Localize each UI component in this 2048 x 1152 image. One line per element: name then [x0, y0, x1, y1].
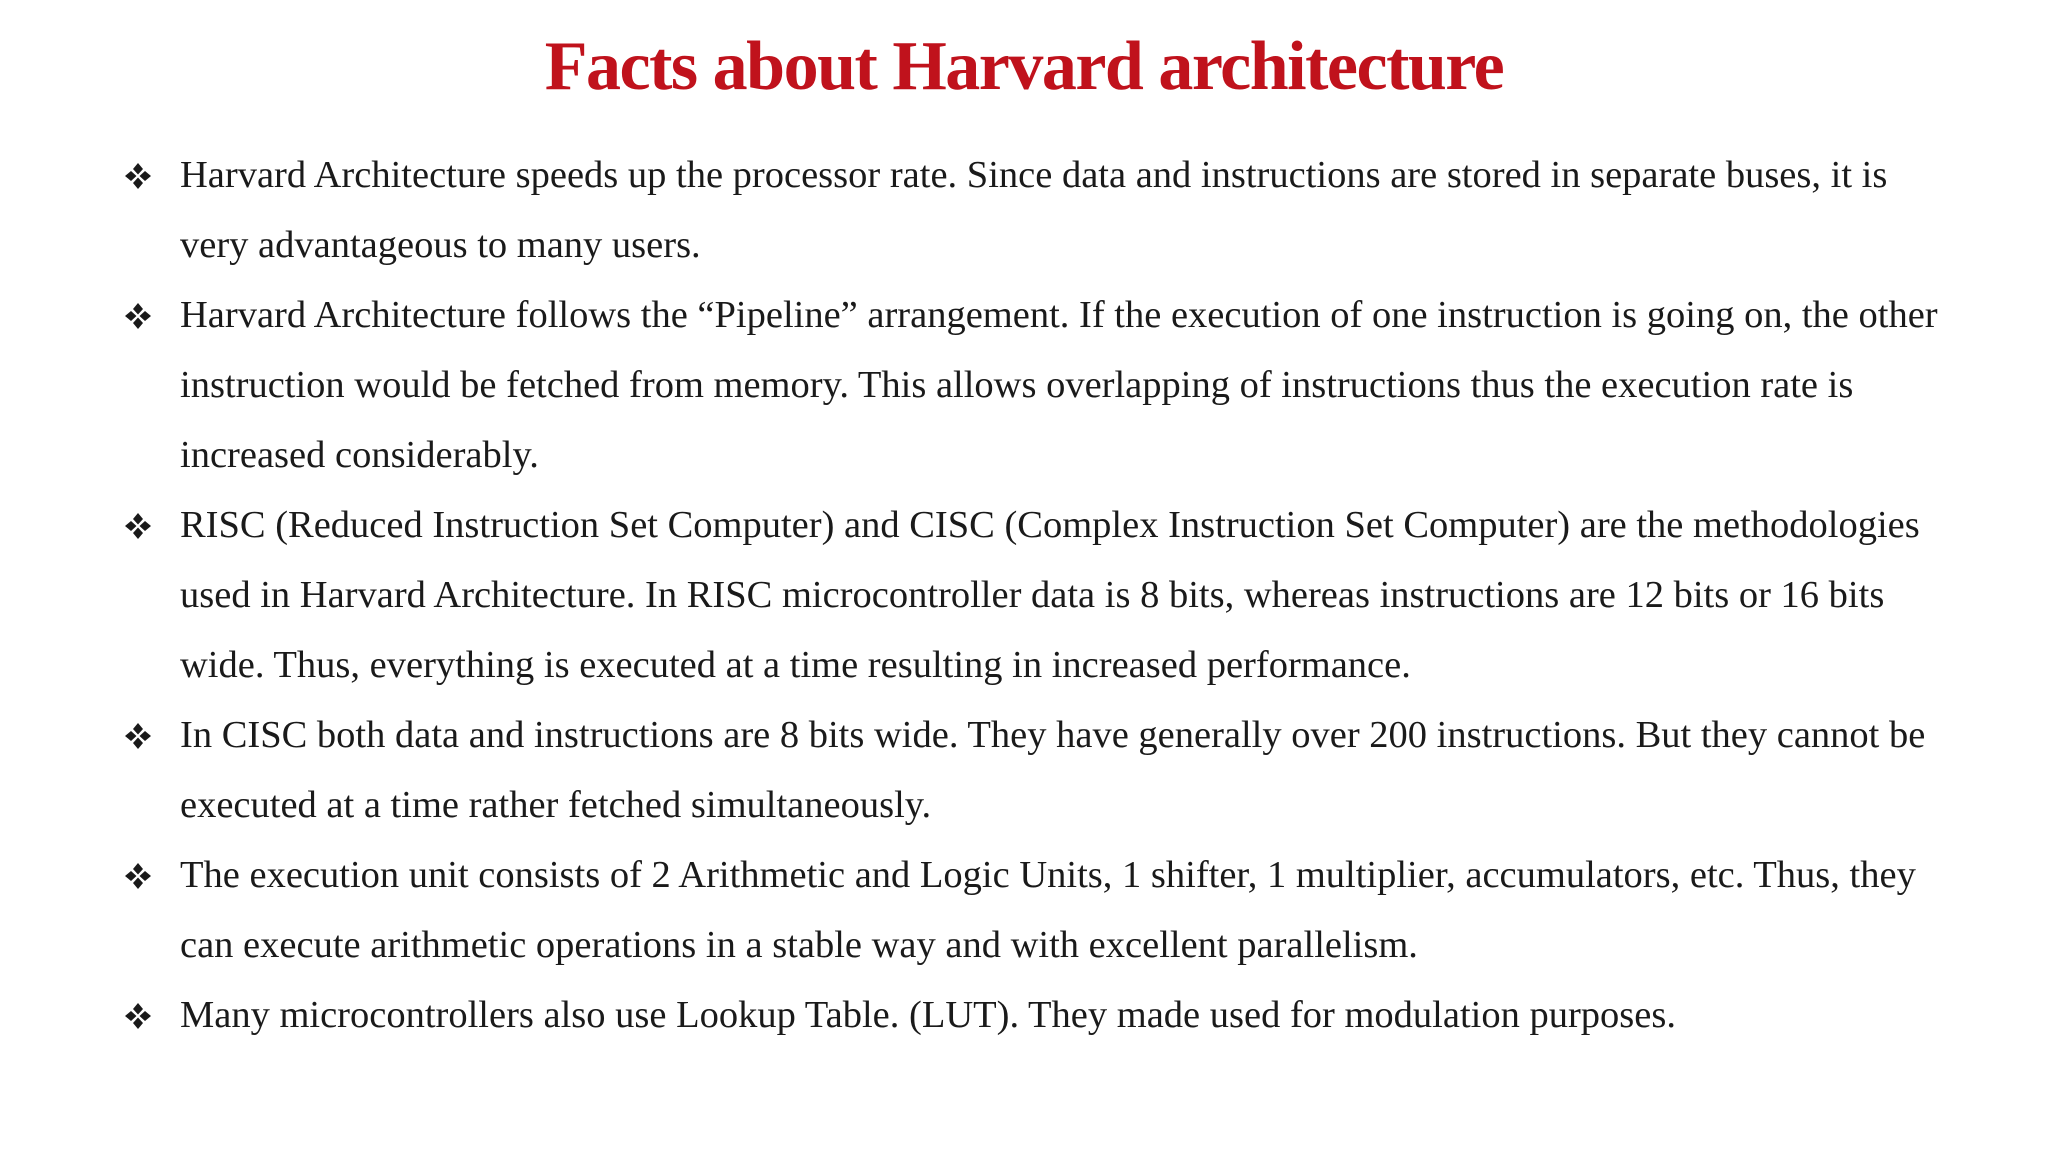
bullet-list: [120, 140, 1950, 1050]
bullet-text: RISC (Reduced Instruction Set Computer) and CISC (Complex Instruction Set Computer) are the methodologies used in Harvard Architecture. In RISC microcontroller data is 8 bits, whereas instructions are 12 bits or 16 bits wide. Thus, everything is executed at a time resulting in increased performance.: [180, 504, 1920, 686]
slide-title: Facts about Harvard architecture: [544, 28, 1504, 105]
four-diamond-bullet-icon: [124, 1002, 152, 1030]
four-diamond-bullet-icon: [124, 862, 152, 890]
bullet-item: [120, 700, 1950, 840]
bullet-text: Many microcontrollers also use Lookup Table. (LUT). They made used for modulation purposes.: [180, 994, 1676, 1036]
four-diamond-bullet-icon: [124, 162, 152, 190]
bullet-text: In CISC both data and instructions are 8 bits wide. They have generally over 200 instructions. But they cannot be executed at a time rather fetched simultaneously.: [180, 714, 1926, 826]
bullet-item: [120, 840, 1950, 980]
bullet-item: [120, 490, 1950, 700]
bullet-text: The execution unit consists of 2 Arithmetic and Logic Units, 1 shifter, 1 multiplier, accumulators, etc. Thus, they can execute arithmetic operations in a stable way and with excellent parallelism.: [180, 854, 1916, 966]
four-diamond-bullet-icon: [124, 722, 152, 750]
bullet-text: Harvard Architecture speeds up the processor rate. Since data and instructions are stored in separate buses, it is very advantageous to many users.: [180, 154, 1888, 266]
bullet-item: [120, 280, 1950, 490]
four-diamond-bullet-icon: [124, 302, 152, 330]
bullet-item: [120, 140, 1950, 280]
bullet-text: Harvard Architecture follows the “Pipeline” arrangement. If the execution of one instruction is going on, the other instruction would be fetched from memory. This allows overlapping of instructions thus the execution rate is increased considerably.: [180, 294, 1938, 476]
bullet-item: [120, 980, 1950, 1050]
four-diamond-bullet-icon: [124, 512, 152, 540]
